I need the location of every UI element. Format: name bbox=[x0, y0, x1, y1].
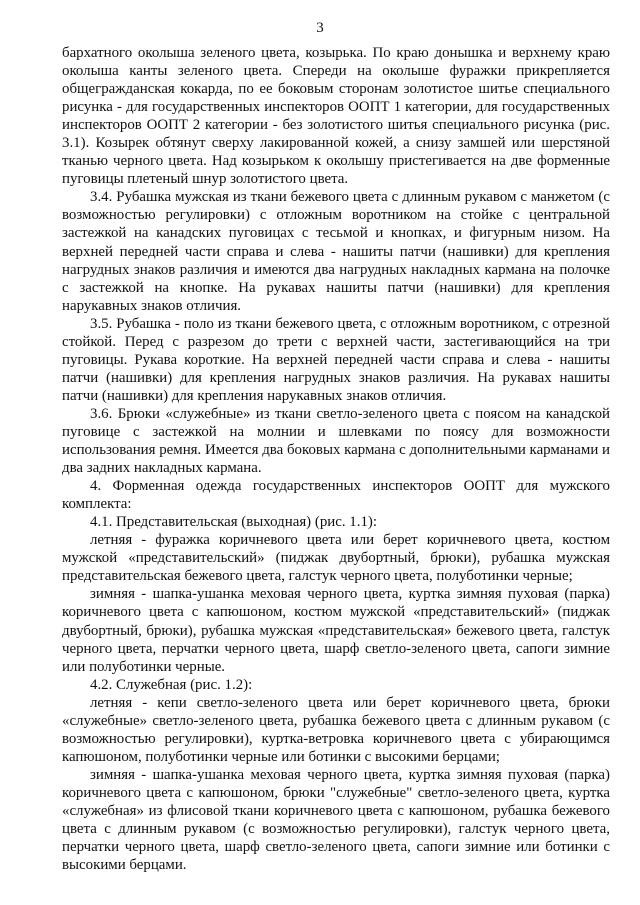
paragraph: 4.1. Представительская (выходная) (рис. 1.1): bbox=[90, 514, 378, 531]
paragraph: 3.4. Рубашка мужская из ткани бежевого цвета с длинным рукавом с манжетом (с возможностью регулировки) с отложным воротником на стойке с центральной застежкой на канадских пуговицах с тесьмой и кнопках, и фигурным низом. На верхней передней части справа и слева - нашиты патчи (нашивки) для крепления нагрудных знаков различия и имеются два нагрудных накладных кармана на полочке с застежкой на кнопке. На рукавах нашиты патчи (нашивки) для крепления нарукавных знаков отличия. bbox=[62, 189, 610, 314]
paragraph: 4. Форменная одежда государственных инспекторов ООПТ для мужского комплекта: bbox=[62, 478, 610, 513]
paragraph: летняя - кепи светло-зеленого цвета или берет коричневого цвета, брюки «служебные» светло-зеленого цвета, рубашка бежевого цвета с длинным рукавом (с возможностью регулировки), куртка-ветровка коричневого цвета с убирающимся капюшоном, полуботинки черные или ботинки с высокими берцами; bbox=[62, 694, 610, 765]
paragraph: летняя - фуражка коричневого цвета или берет коричневого цвета, костюм мужской «представительский» (пиджак двубортный, брюки), рубашка мужская представительская бежевого цвета, галстук черного цвета, полуботинки черные; bbox=[62, 532, 610, 585]
paragraph: зимняя - шапка-ушанка меховая черного цвета, куртка зимняя пуховая (парка) коричневого цвета с капюшоном, костюм мужской «представительский» (пиджак двубортный, брюки), рубашка мужская «представительская» бежевого цвета, галстук черного цвета, перчатки черного цвета, шарф светло-зеленого цвета, сапоги зимние или полуботинки черные. bbox=[62, 586, 610, 675]
page-number: 3 bbox=[316, 20, 324, 36]
paragraph: 3.6. Брюки «служебные» из ткани светло-зеленого цвета с поясом на канадской пуговице с застежкой на молнии и шлевками по поясу для возможности использования ремня. Имеется два боковых кармана с дополнительными карманами и два задних накладных кармана. bbox=[62, 405, 610, 477]
document-body bbox=[62, 44, 610, 874]
paragraph: 4.2. Служебная (рис. 1.2): bbox=[90, 676, 253, 693]
paragraph: бархатного околыша зеленого цвета, козырька. По краю донышка и верхнему краю околыша канты зеленого цвета. Спереди на околыше фуражки прикрепляется общегражданская кокарда, по ее боковым сторонам золотистое шитье специального рисунка - для государственных инспекторов ООПТ 1 категории, для государственных инспекторов ООПТ 2 категории - без золотистого шитья специального рисунка (рис. 3.1). Козырек обтянут сверху лакированной кожей, а снизу замшей или шерстяной тканью черного цвета. Над козырьком к околышу пристегивается на две форменные пуговицы плетеный шнур золотистого цвета. bbox=[62, 45, 610, 188]
paragraph: 3.5. Рубашка - поло из ткани бежевого цвета, с отложным воротником, с отрезной стойкой. Перед с разрезом до трети с верхней части, застегивающийся на три пуговицы. Рукава короткие. На верхней передней части справа и слева - нашиты патчи (нашивки) для крепления нагрудных знаков различия. На рукавах нашиты патчи (нашивки) для крепления нарукавных знаков отличия. bbox=[62, 315, 610, 404]
paragraph: зимняя - шапка-ушанка меховая черного цвета, куртка зимняя пуховая (парка) коричневого цвета с капюшоном, брюки "служебные" светло-зеленого цвета, куртка «служебная» из флисовой ткани коричневого цвета с капюшоном, рубашка бежевого цвета с длинным рукавом (с возможностью регулировки), галстук черного цвета, перчатки черного цвета, шарф светло-зеленого цвета, сапоги зимние или ботинки с высокими берцами. bbox=[62, 766, 610, 874]
